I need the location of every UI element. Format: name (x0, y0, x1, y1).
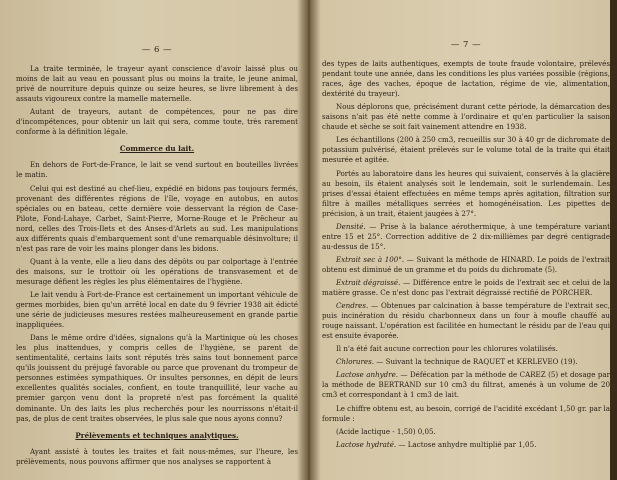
page-number: — 7 — (450, 40, 482, 50)
paragraph: Quant à la vente, elle a lieu dans des dépôts ou par colportage à l'entrée des maisons, sur le trottoir où les opérations de transvasement et de mesurage défient les règles les plus élémentaires de l'hygiène. (16, 256, 298, 286)
method-item (322, 440, 610, 450)
paragraph: Portés au laboratoire dans les heures qui suivaient, conservés à la glacière au besoin, ils étaient analysés soit le lendemain, soit le surlendemain. Les prises d'essai étaient effectuées en même temps après agitation, filtration sur filtre à mailles métalliques serrées et homogénéisation. Les pipettes de précision, à un trait, étaient jaugées à 27°. (322, 168, 610, 218)
method-item (322, 357, 610, 367)
paragraph: des types de laits authentiques, exempts de toute fraude volontaire, prélevés pendant toute une année, dans les conditions les plus variées possible (régions, races, âge des vaches, époque de lactation, régime de vie, alimentation, dextérité du trayeur). (322, 59, 610, 99)
note: Il n'a été fait aucune correction pour les chlorures volatilisés. (336, 344, 558, 354)
paragraph: Nous déplorons que, précisément durant cette période, la démarcation des saisons n'ait pas été nette comme à l'ordinaire et qu'en particulier la saison chaude et sèche se soit fait vainement attendre en 1938. (322, 102, 610, 132)
section-heading: Commerce du lait. (119, 144, 195, 154)
method-item (322, 370, 610, 400)
paragraph: La traite terminée, le trayeur ayant conscience d'avoir laissé plus ou moins de lait au veau en poussant plus ou moins la traite, le jeune animal, privé de nourriture depuis quinze ou seize heures, se livre librement à des assauts vigoureux contre la mamelle maternelle. (16, 64, 298, 104)
page-edge (610, 0, 617, 480)
paragraph: Ayant assisté à toutes les traites et fait nous-mêmes, sur l'heure, les prélèvements, nous pouvons affirmer que nos analyses se rapportent à (16, 446, 298, 466)
method-text: — Obtenues par calcination à basse température de l'extrait sec, puis incinération du résidu charbonneux dans un four à moufle chauffé au rouge naissant. L'opération est facilitée en humectant le résidu par de l'eau qui est ensuite évaporée. (322, 301, 610, 341)
method-label: Lactose hydraté. (336, 439, 397, 449)
method-item (322, 278, 610, 298)
paragraph: Le lait vendu à Fort-de-France est certainement un important véhicule de germes morbides, bien qu'un arrêté local en date du 9 février 1938 ait édicté une série de judicieuses mesures restées malheureusement en grande partie inappliquées. (16, 289, 298, 330)
page-number: — 6 — (141, 45, 173, 55)
method-label: Extrait dégraissé. (336, 277, 401, 287)
method-label: Chlorures. (336, 357, 374, 367)
method-label: Extrait sec à 100°. (336, 254, 405, 264)
paragraph: Autant de trayeurs, autant de compétences, pour ne pas dire d'incompétences, pour obtenir un lait qui sera, comme toute, très rarement conforme à la définition légale. (16, 107, 298, 137)
method-text: — Défécation par la méthode de CAREZ (5) et dosage par la méthode de BERTRAND sur 10 cm3 du filtrat, amenés à un volume de 20 cm3 et correspondant à 1 cm3 de lait. (322, 370, 610, 400)
method-text: — Suivant la technique de RAQUET et KERLEVEO (19). (373, 357, 578, 367)
method-item (322, 222, 610, 252)
method-item (322, 255, 610, 275)
method-label: Lactose anhydre. (336, 370, 399, 380)
paragraph: Les échantillons (200 à 250 cm3, recueillis sur 30 à 40 gr de dichromate de potassium pulvérisé, étaient prélevés sur le volume total de la traite qui était mesurée et agitée. (322, 135, 610, 165)
method-label: Cendres. (336, 301, 369, 311)
paragraph: Celui qui est destiné au chef-lieu, expédié en bidons pas toujours fermés, provenant des différentes régions de l'île, voyage en autobus, en autos spéciales ou en bateau, cette dernière voie desservant la région de Case-Pilote, Fond-Lahaye, Carbet, Saint-Pierre, Morne-Rouge et le Prêcheur au nord, celles des Trois-Ilets et des Anses-d'Arlets au sud. Les manipulations aux différents quais d'embarquement sont d'une remarquable désinvolture; il n'est pas rare de voir les mains plonger dans les bidons. (16, 183, 298, 253)
paragraph: Dans le même ordre d'idées, signalons qu'à la Martinique où les choses les plus inattendues, y compris celles de l'hygiène, se parent de sentimentalité, certains laits sont réputés très sains tout bonnement parce qu'ils jouissent du préjugé favorable ou parce que provenant du trompeur de personnes estimées sympathiques. Or insultes personnes, en dépit de leurs excellentes qualités sociales, confient, en toute tranquillité, leur vache au premier garçon venu dont la propreté n'est pas forcément la qualité dominante. Un des laits les plus recherchés pour les nourrissons n'était-il pas, de plus de cent traites observées, le plus sale que nous ayons connu? (16, 333, 298, 423)
right-page (322, 0, 610, 480)
method-text: — Prise à la balance aérothermique, à une température variant entre 15 et 25°. Correction additive de 2 dix-millièmes par degré centigrade au-dessus de 15°. (322, 221, 610, 251)
formula: (Acide lactique - 1,50) 0,05. (336, 426, 436, 436)
book-gutter (298, 0, 320, 480)
method-text: — Lactose anhydre multiplié par 1,05. (396, 439, 537, 449)
method-label: Densité. (336, 221, 366, 231)
paragraph: En dehors de Fort-de-France, le lait se vend surtout en bouteilles livrées le matin. (16, 160, 298, 180)
method-text: — Suivant la méthode de HINARD. Le poids de l'extrait obtenu est diminué de un gramme et du poids du dichromate (5). (322, 254, 610, 274)
correction-text: Le chiffre obtenu est, au besoin, corrigé de l'acidité excédant 1,50 gr. par la formule : (322, 403, 610, 423)
method-text: — Différence entre le poids de l'extrait sec et celui de la matière grasse. Ce n'est donc pas l'extrait dégraissé rectifié de PORCHER. (322, 277, 610, 298)
section-heading: Prélèvements et techniques analytiques. (75, 430, 239, 440)
left-page (16, 0, 298, 480)
method-item (322, 301, 610, 341)
